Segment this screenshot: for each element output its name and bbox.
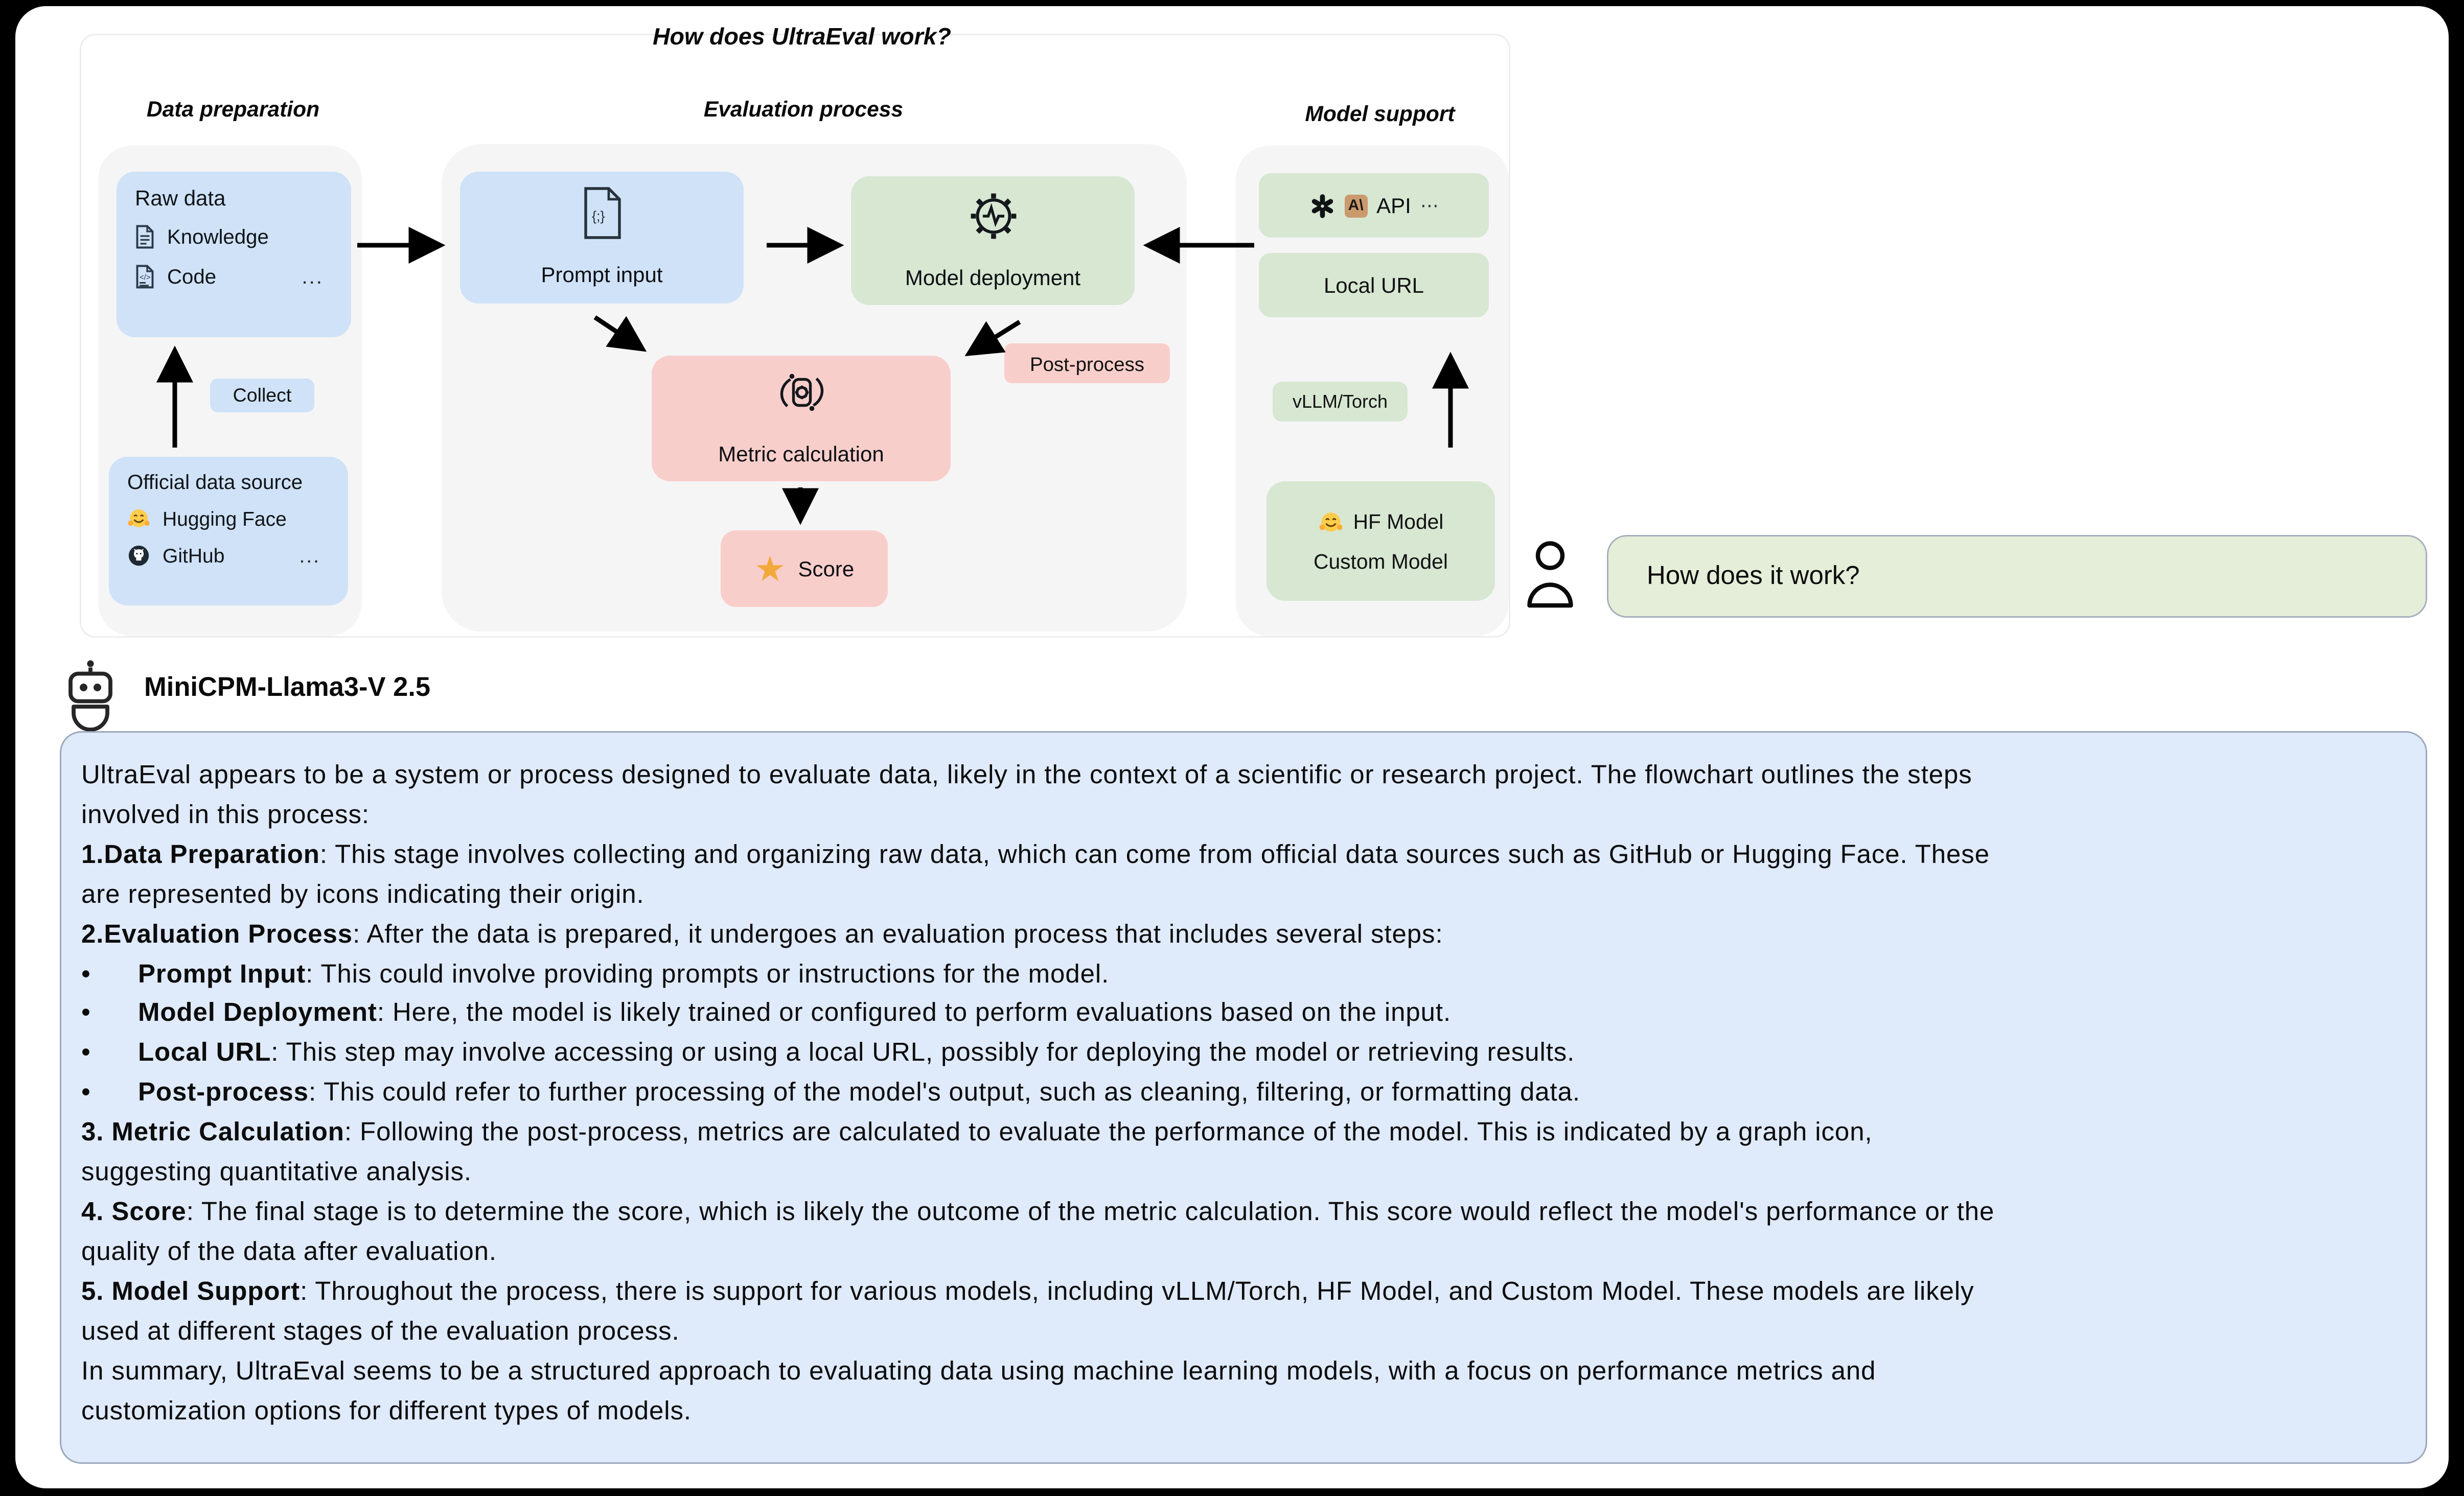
official-source-item-huggingface	[127, 507, 330, 530]
response-line: involved in this process:	[81, 800, 370, 829]
response-line: In summary, UltraEval seems to be a structured approach to evaluating data using machine learning models, with a focus on performance metrics and	[81, 1355, 1876, 1385]
official-data-source-box	[109, 457, 348, 605]
official-source-title: Official data source	[127, 471, 303, 494]
hugging-face-icon	[127, 507, 150, 530]
user-message-bubble	[1607, 535, 2427, 618]
custom-model-label: Custom Model	[1314, 549, 1448, 573]
user-message-text: How does it work?	[1647, 561, 1860, 590]
anthropic-icon: A\	[1344, 194, 1367, 217]
post-process-label: Post-process	[1004, 343, 1170, 383]
prompt-input-box	[460, 172, 744, 303]
custom-model-row	[1266, 550, 1495, 573]
code-file-icon	[135, 264, 155, 290]
metric-calculation-label: Metric calculation	[718, 441, 884, 466]
response-line: customization options for different types of models.	[81, 1395, 692, 1425]
heading-model-support: Model support	[1305, 103, 1455, 127]
raw-data-item-knowledge	[135, 224, 333, 250]
model-deployment-label: Model deployment	[905, 265, 1081, 290]
svg-text:{;}: {;}	[591, 208, 605, 224]
gear-pulse-icon	[964, 187, 1022, 245]
raw-data-more: ...	[302, 265, 324, 288]
document-icon	[135, 224, 155, 250]
local-url-box: Local URL	[1259, 253, 1489, 317]
response-line: • Prompt Input: This could involve providing prompts or instructions for the model.	[81, 959, 1110, 988]
model-deployment-box	[851, 176, 1135, 305]
response-line: used at different stages of the evaluation process.	[81, 1316, 680, 1346]
official-source-item-github	[127, 544, 330, 567]
official-source-item-label: GitHub	[163, 544, 225, 567]
raw-data-item-label: Knowledge	[167, 225, 269, 248]
raw-data-title: Raw data	[135, 185, 226, 210]
bot-name: MiniCPM-Llama3-V 2.5	[144, 671, 431, 702]
response-line: • Model Deployment: Here, the model is likely trained or configured to perform evaluations based on the input.	[81, 998, 1452, 1028]
raw-data-item-label: Code	[167, 265, 217, 288]
heading-evaluation-process: Evaluation process	[703, 98, 904, 123]
flowchart-title: How does UltraEval work?	[652, 25, 951, 51]
star-icon: ★	[754, 548, 786, 588]
api-label: API	[1376, 193, 1411, 218]
response-line: 4. Score: The final stage is to determine the score, which is likely the outcome of the metric calculation. This score would reflect the model's performance or the	[81, 1197, 1995, 1226]
hf-model-label: HF Model	[1353, 510, 1444, 533]
response-line: 3. Metric Calculation: Following the post-process, metrics are calculated to evaluate the performance of the model. This is indicated by a graph icon,	[81, 1117, 1873, 1147]
json-file-icon	[581, 185, 624, 241]
heading-data-preparation: Data preparation	[146, 98, 320, 123]
response-line: suggesting quantitative analysis.	[81, 1157, 472, 1187]
metric-calculation-box	[652, 356, 951, 481]
response-text	[81, 756, 2416, 1431]
api-more-dots: ⋯	[1420, 195, 1439, 216]
openai-icon	[1309, 193, 1335, 219]
score-box	[721, 530, 888, 607]
vllm-torch-label: vLLM/Torch	[1273, 382, 1408, 422]
bot-response-bubble	[60, 731, 2427, 1464]
official-source-item-label: Hugging Face	[163, 507, 287, 530]
metric-gear-orbit-icon	[774, 365, 829, 420]
response-line: 2.Evaluation Process: After the data is prepared, it undergoes an evaluation process that includes several steps:	[81, 919, 1443, 948]
response-line: are represented by icons indicating their origin.	[81, 879, 644, 909]
collect-label: Collect	[210, 379, 314, 412]
hugging-face-icon	[1318, 510, 1343, 534]
hf-model-row	[1266, 510, 1495, 534]
raw-data-box	[117, 172, 351, 337]
raw-data-item-code	[135, 264, 333, 290]
github-icon	[127, 544, 150, 567]
score-label: Score	[798, 556, 855, 581]
api-box	[1259, 173, 1489, 238]
hf-custom-model-box	[1266, 481, 1495, 601]
response-line: • Local URL: This step may involve accessing or using a local URL, possibly for deploying the model or retrieving results.	[81, 1038, 1575, 1068]
response-line: UltraEval appears to be a system or process designed to evaluate data, likely in the context of a scientific or research project. The flowchart outlines the steps	[81, 760, 1972, 789]
svg-text:</>: </>	[140, 273, 151, 282]
robot-icon	[55, 658, 126, 731]
official-source-more: ...	[299, 544, 320, 567]
prompt-input-label: Prompt input	[541, 262, 663, 287]
response-line: 5. Model Support: Throughout the process, there is support for various models, including vLLM/Torch, HF Model, and Custom Model. These models are likely	[81, 1276, 1974, 1306]
response-line: • Post-process: This could refer to further processing of the model's output, such as cleaning, filtering, or formatting data.	[81, 1078, 1580, 1107]
user-avatar-icon	[1524, 538, 1576, 610]
response-line: 1.Data Preparation: This stage involves collecting and organizing raw data, which can come from official data sources such as GitHub or Hugging Face. These	[81, 839, 1990, 869]
response-line: quality of the data after evaluation.	[81, 1236, 497, 1266]
